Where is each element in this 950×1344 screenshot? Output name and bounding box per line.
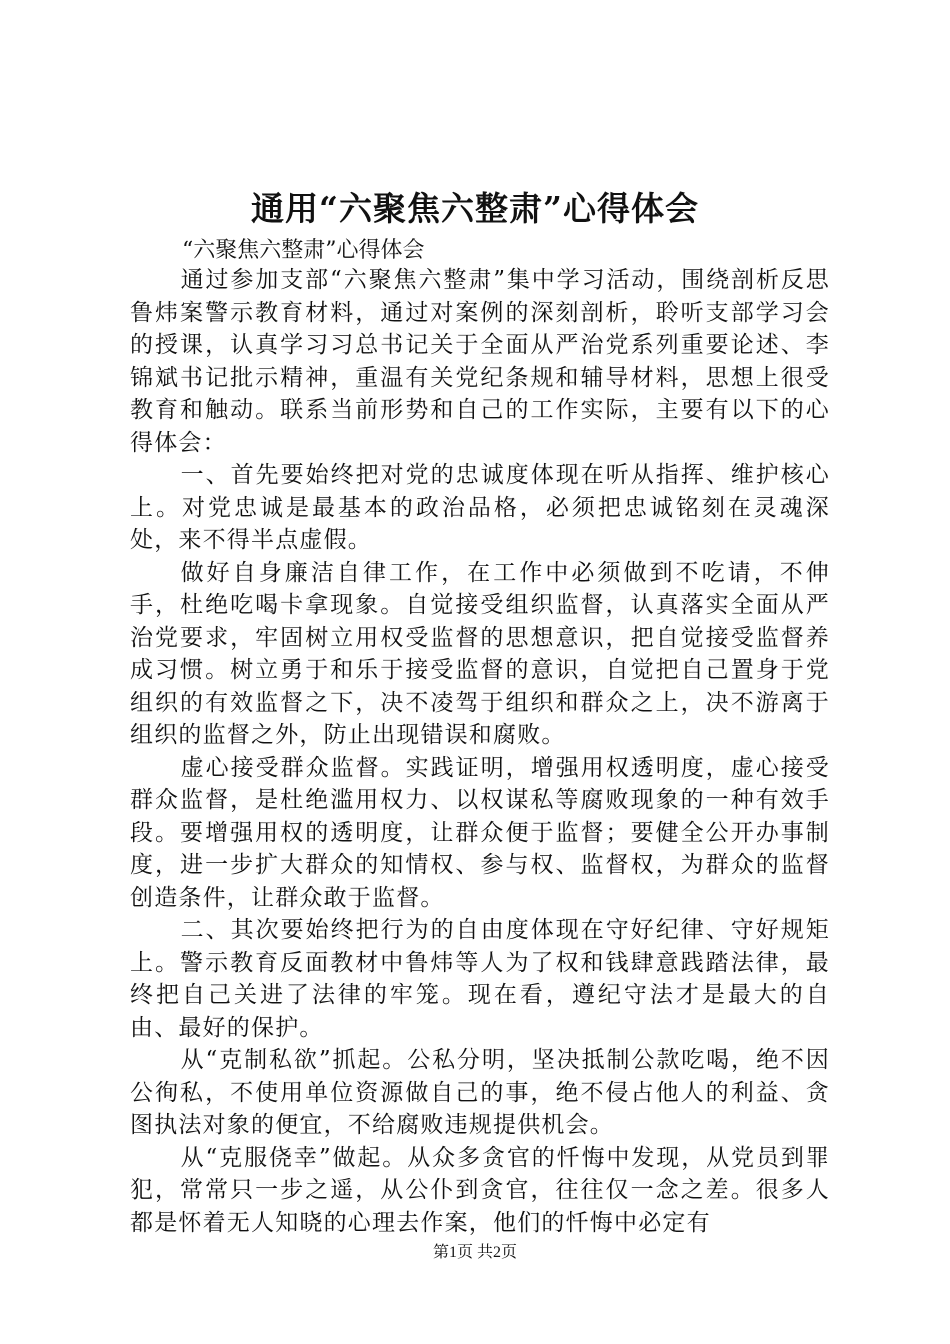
document-title: 通用“六聚焦六整肃”心得体会: [251, 189, 699, 228]
paragraph-overcome-luck: 从“克服侥幸”做起。从众多贪官的忏悔中发现，从党员到罪犯，常常只一步之遥，从公仆到贪官，往往仅一念之差。很多人都是怀着无人知晓的心理去作案，他们的忏悔中必定有: [130, 1144, 830, 1236]
paragraph-public-supervision: 虚心接受群众监督。实践证明，增强用权透明度，虚心接受群众监督，是杜绝滥用权力、以权谋私等腐败现象的一种有效手段。要增强用权的透明度，让群众便于监督；要健全公开办事制度，进一步扩大群众的知情权、参与权、监督权，为群众的监督创造条件，让群众敢于监督。: [130, 754, 830, 911]
document-subtitle: “六聚焦六整肃”心得体会: [182, 238, 425, 263]
page-number-footer: 第1页 共2页: [432, 1244, 517, 1261]
paragraph-section-two: 二、其次要始终把行为的自由度体现在守好纪律、守好规矩上。警示教育反面教材中鲁炜等人为了权和钱肆意践踏法律，最终把自己关进了法律的牢笼。现在看，遵纪守法才是最大的自由、最好的保护。: [130, 917, 830, 1041]
paragraph-section-one: 一、首先要始终把对党的忠诚度体现在听从指挥、维护核心上。对党忠诚是最基本的政治品格，必须把忠诚铭刻在灵魂深处，来不得半点虚假。: [130, 462, 830, 553]
paragraph-restrain-desire: 从“克制私欲”抓起。公私分明，坚决抵制公款吃喝，绝不因公徇私，不使用单位资源做自己的事，绝不侵占他人的利益、贪图执法对象的便宜，不给腐败违规提供机会。: [130, 1047, 830, 1138]
paragraph-self-discipline: 做好自身廉洁自律工作，在工作中必须做到不吃请，不伸手，杜绝吃喝卡拿现象。自觉接受组织监督，认真落实全面从严治党要求，牢固树立用权受监督的思想意识，把自觉接受监督养成习惯。树立勇于和乐于接受监督的意识，自觉把自己置身于党组织的有效监督之下，决不凌驾于组织和群众之上，决不游离于组织的监督之外，防止出现错误和腐败。: [130, 559, 830, 748]
document-body: [130, 264, 830, 1239]
paragraph-intro: 通过参加支部“六聚焦六整肃”集中学习活动，围绕剖析反思鲁炜案警示教育材料，通过对案例的深刻剖析，聆听支部学习会的授课，认真学习习总书记关于全面从严治党系列重要论述、李锦斌书记批示精神，重温有关党纪条规和辅导材料，思想上很受教育和触动。联系当前形势和自己的工作实际，主要有以下的心得体会：: [130, 267, 830, 456]
